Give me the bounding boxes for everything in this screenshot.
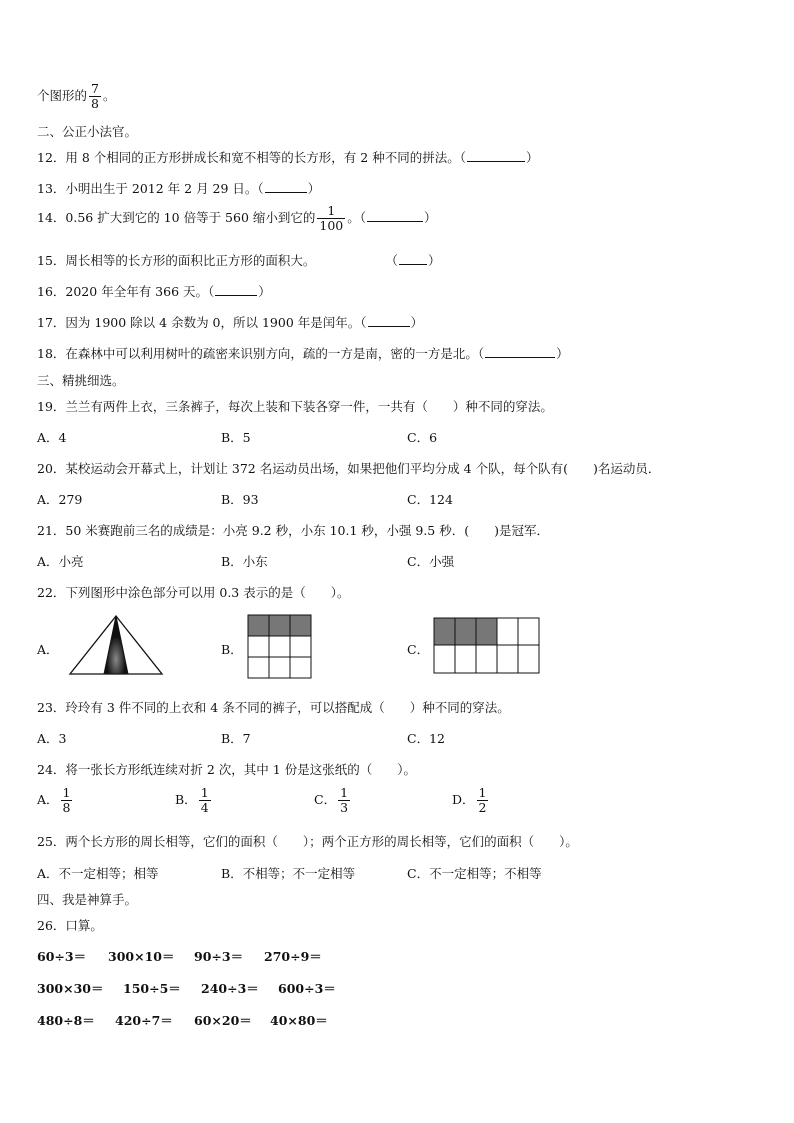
option-c[interactable]: C． [407,642,430,657]
calc-item: 40×80＝ [270,1013,328,1028]
option-b[interactable]: B． [221,642,243,657]
calc-item: 240÷3＝ [201,981,259,996]
option-b[interactable]: B．93 [221,492,259,507]
answer-blank[interactable] [265,181,307,193]
question-25: 25．两个长方形的周长相等，它们的面积（ ）；两个正方形的周长相等，它们的面积（ ）。 [37,834,578,849]
fraction-1-2: $\frac{1}{2}$ [478,785,487,815]
question-19: 19．兰兰有两件上衣，三条裤子，每次上装和下装各穿一件，一共有（ ）种不同的穿法。 [37,399,553,414]
option-a[interactable]: A．小亮 [37,554,84,569]
calc-item: 600÷3＝ [278,981,336,996]
fraction-7-8: $\frac{7}{8}$ [91,81,99,111]
calc-item: 60×20＝ [194,1013,252,1028]
option-c[interactable]: C．12 [407,731,445,746]
option-b[interactable]: B．5 [221,430,251,445]
grid-5x2-figure [433,617,541,675]
answer-blank[interactable] [368,315,410,327]
question-26: 26．口算。 [37,918,103,933]
calc-item: 60÷3＝ [37,949,87,964]
calc-item: 480÷8＝ [37,1013,95,1028]
option-d[interactable]: D． $\frac{1}{2}$ [452,785,487,815]
fraction-1-4: $\frac{1}{4}$ [200,785,209,815]
option-c[interactable]: C． $\frac{1}{3}$ [314,785,349,815]
question-22: 22．下列图形中涂色部分可以用 0.3 表示的是（ ）。 [37,585,350,600]
question-18: 18．在森林中可以利用树叶的疏密来识别方向，疏的一方是南，密的一方是北。（ ） [37,346,569,361]
option-a[interactable]: A．3 [37,731,67,746]
calc-item: 420÷7＝ [115,1013,173,1028]
option-c[interactable]: C．6 [407,430,438,445]
option-a[interactable]: A．不一定相等；相等 [37,866,159,881]
answer-blank[interactable] [399,253,427,265]
option-c[interactable]: C．124 [407,492,453,507]
answer-blank[interactable] [367,210,423,222]
option-a[interactable]: A．279 [37,492,83,507]
grid-3x3-figure [247,614,313,680]
question-20: 20．某校运动会开幕式上，计划让 372 名运动员出场，如果把他们平均分成 4 个队，每个队有( )名运动员． [37,461,661,476]
option-c[interactable]: C．小强 [407,554,455,569]
question-12: 12．用 8 个相同的正方形拼成长和宽不相等的长方形，有 2 种不同的拼法。（ ） [37,150,539,165]
question-21: 21．50 米赛跑前三名的成绩是：小亮 9.2 秒，小东 10.1 秒，小强 9.5 秒．( )是冠军． [37,523,549,538]
question-16: 16．2020 年全年有 366 天。（ ） [37,284,271,299]
question-17: 17．因为 1900 除以 4 余数为 0，所以 1900 年是闰年。（ ） [37,315,424,330]
answer-blank[interactable] [485,346,555,358]
calc-item: 150÷5＝ [123,981,181,996]
option-a[interactable]: A．4 [37,430,67,445]
fraction-1-8: $\frac{1}{8}$ [62,785,71,815]
option-b[interactable]: B．小东 [221,554,268,569]
question-24: 24．将一张长方形纸连续对折 2 次，其中 1 份是这张纸的（ ）。 [37,762,416,777]
question-13: 13．小明出生于 2012 年 2 月 29 日。（ ） [37,181,321,196]
option-a[interactable]: A． [37,642,59,657]
question-15: 15．周长相等的长方形的面积比正方形的面积大。 （ ） [37,253,441,268]
fraction-1-100: $\frac{1}{100}$ [319,203,344,233]
triangle-figure [68,614,164,678]
option-c[interactable]: C．不一定相等；不相等 [407,866,542,881]
answer-blank[interactable] [215,284,257,296]
option-b[interactable]: B． $\frac{1}{4}$ [175,785,209,815]
section-heading-4: 四、我是神算手。 [37,892,138,907]
answer-blank[interactable] [467,150,525,162]
option-b[interactable]: B．7 [221,731,251,746]
question-23: 23．玲玲有 3 件不同的上衣和 4 条不同的裤子，可以搭配成（ ）种不同的穿法。 [37,700,510,715]
calc-item: 90÷3＝ [194,949,244,964]
calc-item: 300×10＝ [108,949,175,964]
section-heading-3: 三、精挑细选。 [37,373,125,388]
question-14: 14．0.56 扩大到它的 10 倍等于 560 缩小到它的 $\frac{1}{100}$ 。（ ） [37,203,437,233]
intro-line: 个图形的 $\frac{7}{8}$ 。 [37,81,116,111]
calc-item: 270÷9＝ [264,949,322,964]
calc-item: 300×30＝ [37,981,104,996]
section-heading-2: 二、公正小法官。 [37,124,138,139]
fraction-1-3: $\frac{1}{3}$ [340,785,349,815]
option-b[interactable]: B．不相等；不一定相等 [221,866,356,881]
option-a[interactable]: A． $\frac{1}{8}$ [37,785,71,815]
